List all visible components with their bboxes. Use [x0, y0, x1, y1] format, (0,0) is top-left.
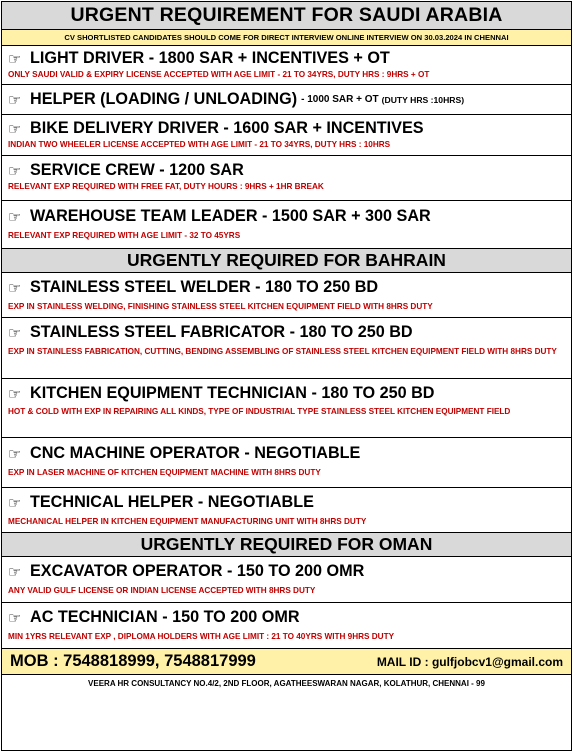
job-description: ONLY SAUDI VALID & EXPIRY LICENSE ACCEPTED WITH AGE LIMIT - 21 TO 34YRS, DUTY HRS : 9HRS + OT [8, 70, 430, 79]
section-title-bahrain: URGENTLY REQUIRED FOR BAHRAIN [2, 249, 571, 273]
job-description: MIN 1YRS RELEVANT EXP , DIPLOMA HOLDERS WITH AGE LIMIT : 21 TO 40YRS WITH 9HRS DUTY [8, 632, 395, 641]
job-description: INDIAN TWO WHEELER LICENSE ACCEPTED WITH AGE LIMIT - 21 TO 34YRS, DUTY HRS : 10HRS [8, 140, 391, 149]
job-description: EXP IN LASER MACHINE OF KITCHEN EQUIPMENT MACHINE WITH 8HRS DUTY [8, 468, 321, 477]
hand-pointing-right-icon: ☞ [8, 208, 22, 226]
job-title: SERVICE CREW - 1200 SAR [30, 161, 244, 179]
job-description: EXP IN STAINLESS FABRICATION, CUTTING, BENDING ASSEMBLING OF STAINLESS STEEL KITCHEN EQUIPMENT FIELD WITH 8HRS DUTY [8, 347, 557, 356]
hand-pointing-right-icon: ☞ [8, 445, 22, 463]
hand-pointing-right-icon: ☞ [8, 494, 22, 512]
job-title: KITCHEN EQUIPMENT TECHNICIAN - 180 TO 250 BD [30, 384, 435, 402]
job-title: HELPER (LOADING / UNLOADING) [30, 90, 298, 108]
job-item [2, 46, 571, 85]
job-item [2, 488, 571, 533]
mail-label: MAIL ID : [376, 654, 429, 669]
contact-bar [2, 649, 571, 675]
section-title-oman: URGENTLY REQUIRED FOR OMAN [2, 533, 571, 557]
hand-pointing-right-icon: ☞ [8, 50, 22, 68]
hand-pointing-right-icon: ☞ [8, 91, 22, 109]
hand-pointing-right-icon: ☞ [8, 609, 22, 627]
job-title: LIGHT DRIVER - 1800 SAR + INCENTIVES + OT [30, 49, 390, 67]
job-item [2, 115, 571, 156]
job-title: STAINLESS STEEL WELDER - 180 TO 250 BD [30, 278, 379, 296]
job-description: RELEVANT EXP REQUIRED WITH AGE LIMIT - 32 TO 45YRS [8, 231, 241, 240]
job-item [2, 438, 571, 488]
job-item [2, 379, 571, 438]
job-item [2, 85, 571, 115]
job-title: BIKE DELIVERY DRIVER - 1600 SAR + INCENTIVES [30, 119, 424, 137]
job-item [2, 273, 571, 318]
job-item [2, 318, 571, 379]
job-title: STAINLESS STEEL FABRICATOR - 180 TO 250 BD [30, 323, 413, 341]
job-description: ANY VALID GULF LICENSE OR INDIAN LICENSE ACCEPTED WITH 8HRS DUTY [8, 586, 316, 595]
interview-notice: CV SHORTLISTED CANDIDATES SHOULD COME FOR DIRECT INTERVIEW ONLINE INTERVIEW ON 30.03.2024 IN CHENNAI [2, 30, 571, 46]
job-item [2, 201, 571, 249]
footer-address: VEERA HR CONSULTANCY NO.4/2, 2ND FLOOR, AGATHEESWARAN NAGAR, KOLATHUR, CHENNAI - 99 [88, 679, 485, 688]
job-description: MECHANICAL HELPER IN KITCHEN EQUIPMENT MANUFACTURING UNIT WITH 8HRS DUTY [8, 517, 367, 526]
mobile-numbers: MOB : 7548818999, 7548817999 [10, 652, 256, 670]
hand-pointing-right-icon: ☞ [8, 385, 22, 403]
hand-pointing-right-icon: ☞ [8, 563, 22, 581]
job-description: RELEVANT EXP REQUIRED WITH FREE FAT, DUTY HOURS : 9HRS + 1HR BREAK [8, 182, 324, 191]
job-salary: - 1000 SAR + OT [301, 94, 379, 105]
job-description: HOT & COLD WITH EXP IN REPAIRING ALL KINDS, TYPE OF INDUSTRIAL TYPE STAINLESS STEEL KITCHEN EQUIPMENT FIELD [8, 407, 511, 416]
job-item [2, 156, 571, 201]
job-description: EXP IN STAINLESS WELDING, FINISHING STAINLESS STEEL KITCHEN EQUIPMENT FIELD WITH 8HRS DUTY [8, 302, 433, 311]
job-item [2, 603, 571, 649]
hand-pointing-right-icon: ☞ [8, 120, 22, 138]
hand-pointing-right-icon: ☞ [8, 279, 22, 297]
job-title: CNC MACHINE OPERATOR - NEGOTIABLE [30, 444, 361, 462]
job-item [2, 557, 571, 603]
job-duty-hours: (DUTY HRS :10HRS) [381, 94, 465, 105]
job-title: WAREHOUSE TEAM LEADER - 1500 SAR + 300 SAR [30, 207, 431, 225]
hand-pointing-right-icon: ☞ [8, 324, 22, 342]
page-title: URGENT REQUIREMENT FOR SAUDI ARABIA [2, 2, 571, 30]
job-title: TECHNICAL HELPER - NEGOTIABLE [30, 493, 314, 511]
job-poster [1, 1, 572, 751]
job-title: EXCAVATOR OPERATOR - 150 TO 200 OMR [30, 562, 365, 580]
email-address[interactable]: gulfjobcv1@gmail.com [431, 654, 563, 669]
job-title: AC TECHNICIAN - 150 TO 200 OMR [30, 608, 300, 626]
hand-pointing-right-icon: ☞ [8, 162, 22, 180]
